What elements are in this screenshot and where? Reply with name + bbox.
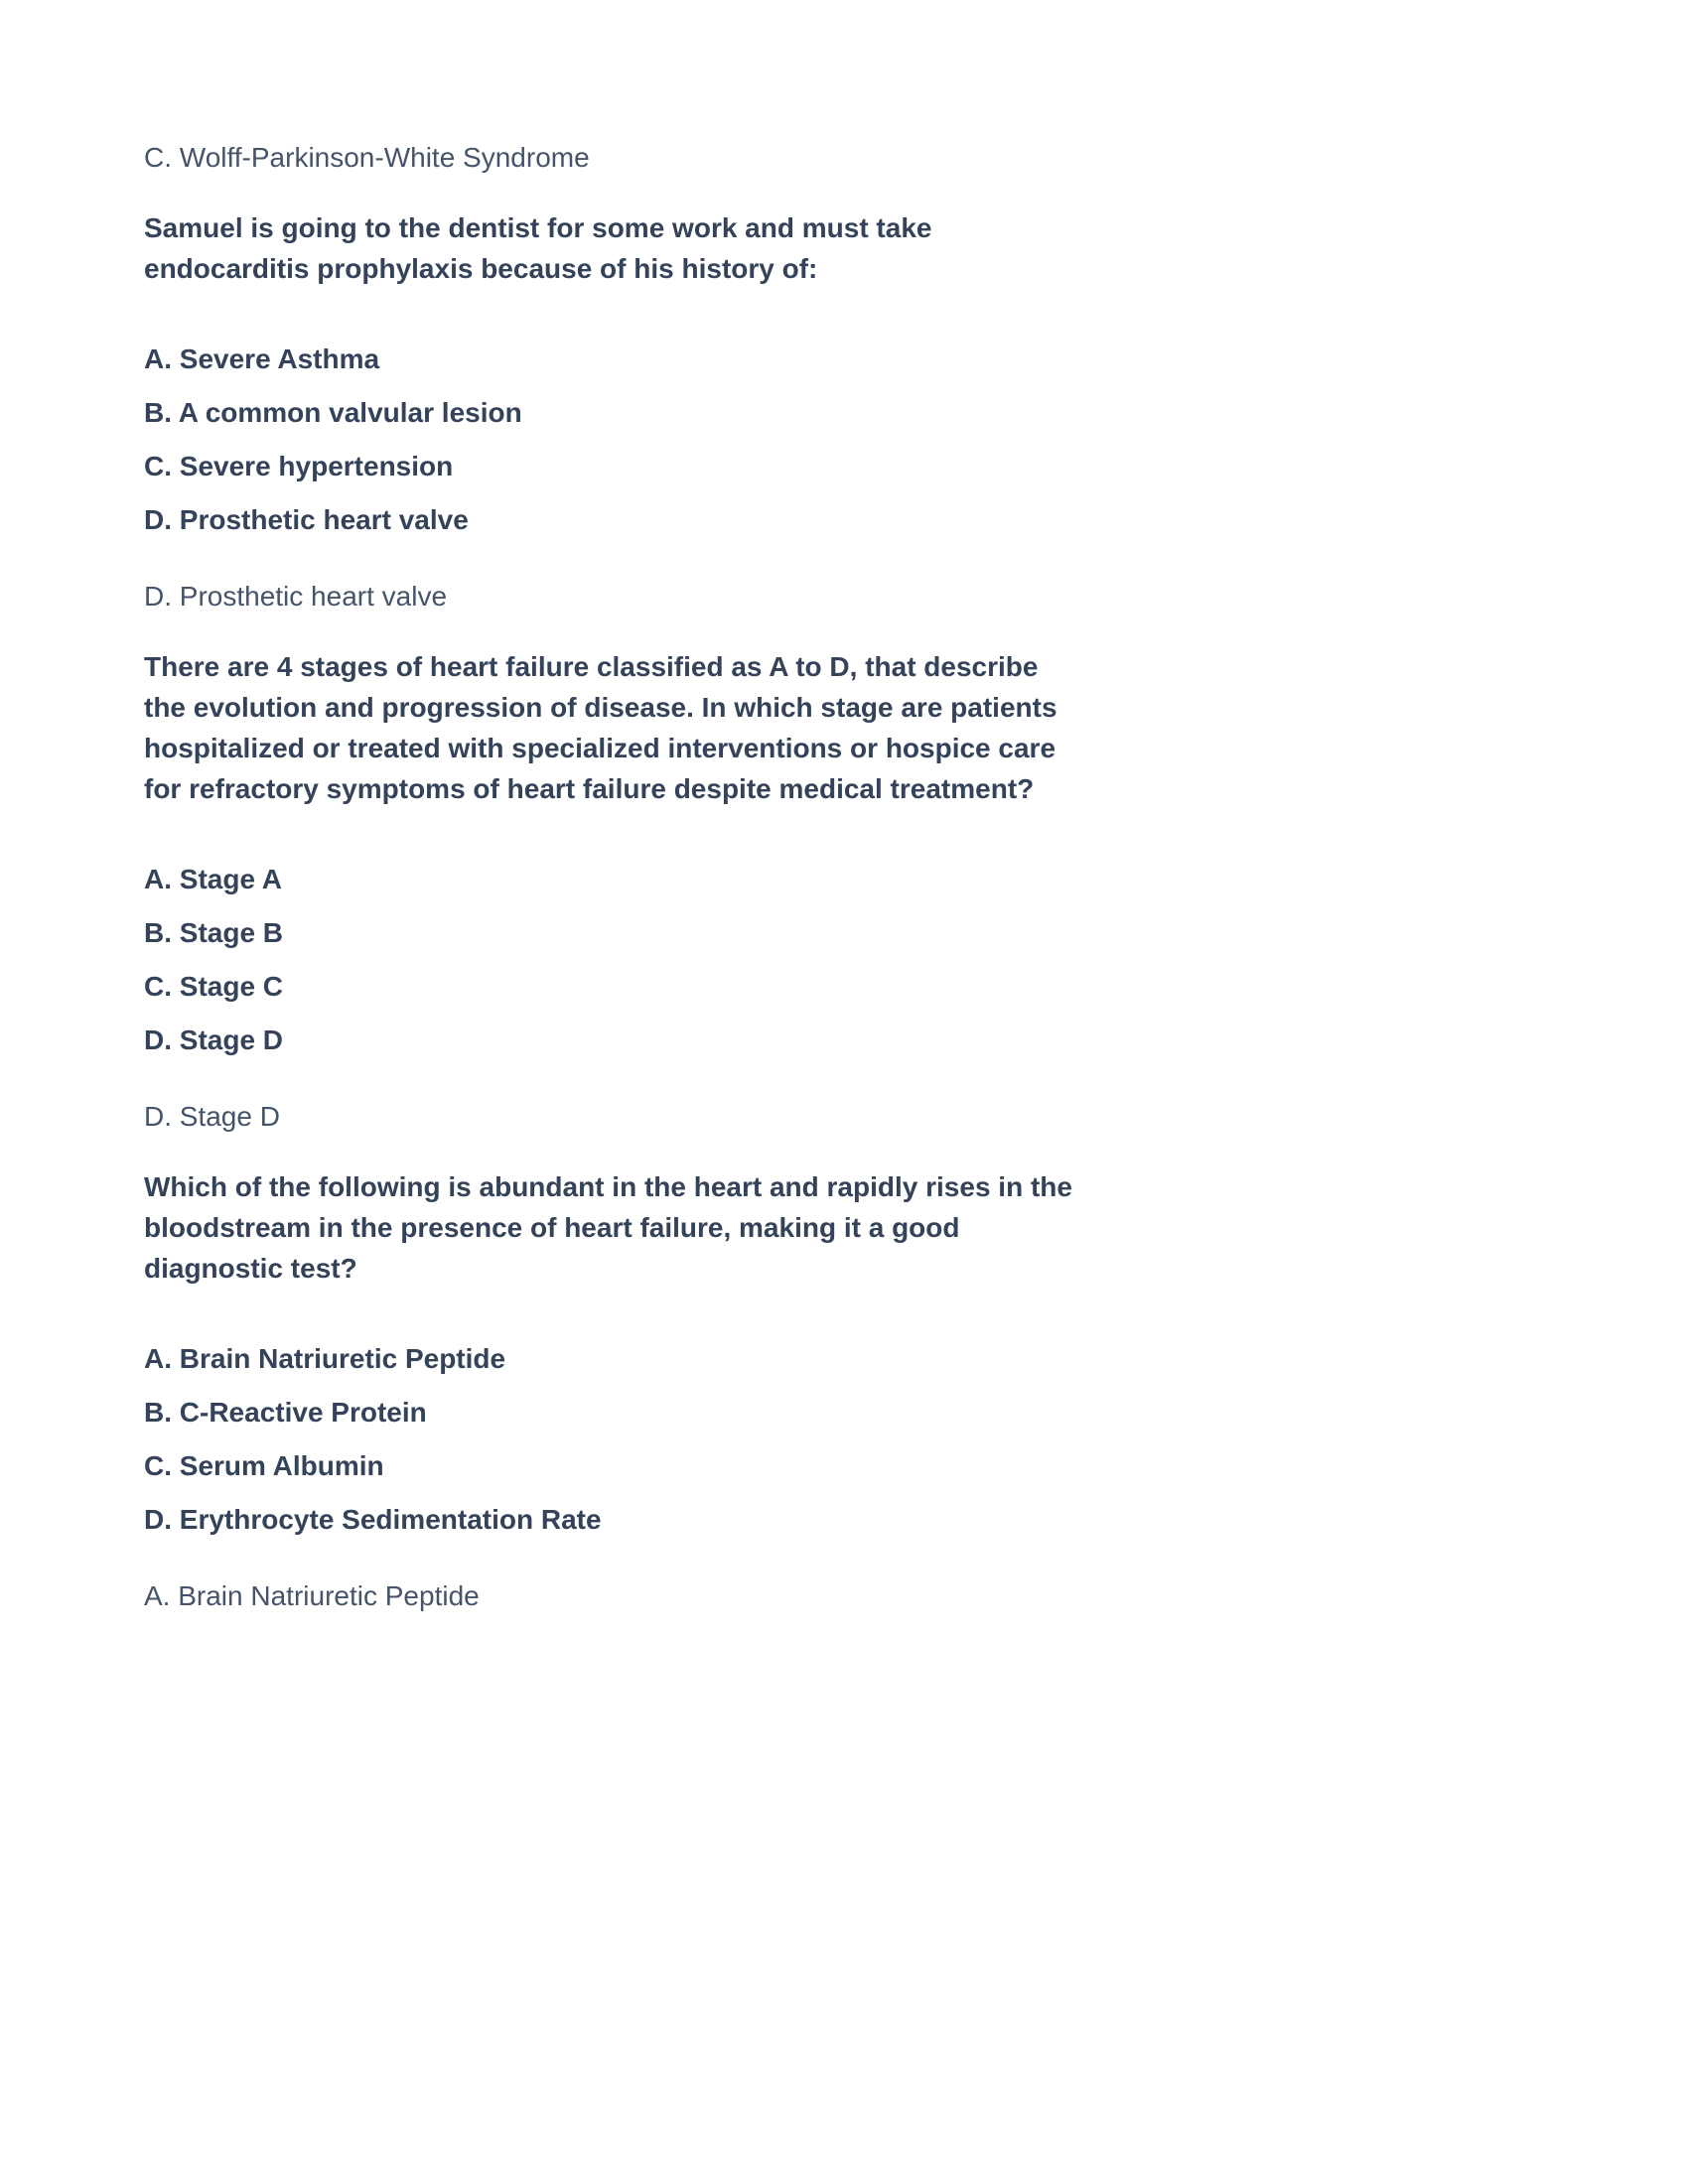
- question-text: Samuel is going to the dentist for some work and must take endocarditis prophylaxis because of his history of:: [144, 212, 932, 284]
- option-line-b: B. C-Reactive Protein: [144, 1397, 427, 1428]
- option-line-b: B. A common valvular lesion: [144, 397, 522, 428]
- option-line-c: C. Stage C: [144, 971, 284, 1002]
- option-line-a: A. Stage A: [144, 864, 282, 894]
- option-line-a: A. Brain Natriuretic Peptide: [144, 1343, 506, 1374]
- answer-line: C. Wolff-Parkinson-White Syndrome: [144, 142, 590, 173]
- option-line-a: A. Severe Asthma: [144, 343, 380, 374]
- answer-line: D. Stage D: [144, 1101, 280, 1132]
- options-list: [144, 859, 1072, 1060]
- question-text: Which of the following is abundant in the heart and rapidly rises in the bloodstream in the presence of heart failure, making it a good diagnostic test?: [144, 1171, 1072, 1284]
- option-line-c: C. Severe hypertension: [144, 451, 454, 481]
- option-line-d: D. Prosthetic heart valve: [144, 504, 469, 535]
- option-line-d: D. Stage D: [144, 1024, 284, 1055]
- answer-line: A. Brain Natriuretic Peptide: [144, 1580, 480, 1611]
- option-line-d: D. Erythrocyte Sedimentation Rate: [144, 1504, 602, 1535]
- option-line-b: B. Stage B: [144, 917, 284, 948]
- question-text: There are 4 stages of heart failure classified as A to D, that describe the evolution and progression of disease. In which stage are patients hospitalized or treated with specialized interventions or hospice care for refractory symptoms of heart failure despite medical treatment?: [144, 651, 1057, 804]
- answer-line: D. Prosthetic heart valve: [144, 581, 448, 612]
- option-line-c: C. Serum Albumin: [144, 1450, 384, 1481]
- document-content: [144, 137, 1072, 1616]
- options-list: [144, 1338, 1072, 1540]
- options-list: [144, 339, 1072, 540]
